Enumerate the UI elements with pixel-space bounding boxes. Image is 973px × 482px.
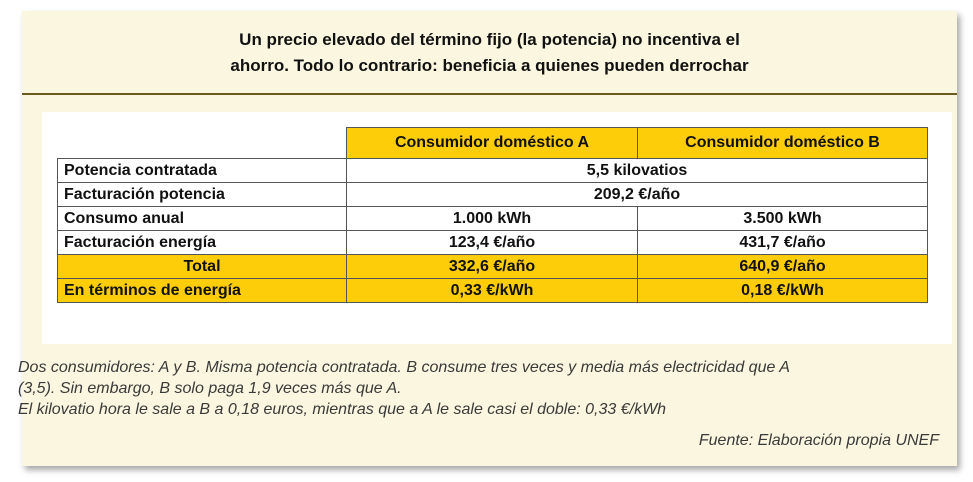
infographic-card: [18, 11, 957, 466]
value-a: 332,6 €/año: [347, 255, 638, 279]
comparison-table: [57, 127, 928, 303]
infographic-title: [22, 27, 957, 79]
header-consumer-b: Consumidor doméstico B: [638, 128, 928, 159]
table-row-terminos: [58, 279, 928, 303]
value-a: 0,33 €/kWh: [347, 279, 638, 303]
value-b: 640,9 €/año: [638, 255, 928, 279]
title-line-1: Un precio elevado del término fijo (la potencia) no incentiva el: [239, 30, 740, 49]
caption-line-2: (3,5). Sin embargo, B solo paga 1,9 veces más que A.: [18, 380, 402, 397]
header-consumer-a: Consumidor doméstico A: [347, 128, 638, 159]
row-label: Total: [58, 255, 347, 279]
caption-line-3: El kilovatio hora le sale a B a 0,18 euros, mientras que a A le sale casi el doble: 0,33 €/kWh: [18, 401, 667, 418]
table-row-total: [58, 255, 928, 279]
table-row-consumo: [58, 207, 928, 231]
table-panel: [42, 112, 952, 344]
value-a: 1.000 kWh: [347, 207, 638, 231]
value-b: 0,18 €/kWh: [638, 279, 928, 303]
table-row-facturacion-energia: [58, 231, 928, 255]
source-credit: Fuente: Elaboración propia UNEF: [698, 432, 939, 449]
row-label: Consumo anual: [58, 207, 347, 231]
caption-line-1: Dos consumidores: A y B. Misma potencia contratada. B consume tres veces y media más electricidad que A: [18, 359, 790, 376]
row-label: En términos de energía: [58, 279, 347, 303]
header-empty-cell: [58, 128, 347, 159]
value-b: 3.500 kWh: [638, 207, 928, 231]
title-line-2: ahorro. Todo lo contrario: beneficia a quienes pueden derrochar: [230, 56, 749, 75]
row-label: Facturación potencia: [58, 183, 347, 207]
row-label: Potencia contratada: [58, 159, 347, 183]
caption: [18, 357, 942, 420]
row-label: Facturación energía: [58, 231, 347, 255]
shared-value: 209,2 €/año: [347, 183, 928, 207]
value-b: 431,7 €/año: [638, 231, 928, 255]
table-header-row: [58, 128, 928, 159]
title-divider: [22, 93, 957, 95]
table-row-facturacion-potencia: [58, 183, 928, 207]
shared-value: 5,5 kilovatios: [347, 159, 928, 183]
table-row-potencia: [58, 159, 928, 183]
value-a: 123,4 €/año: [347, 231, 638, 255]
